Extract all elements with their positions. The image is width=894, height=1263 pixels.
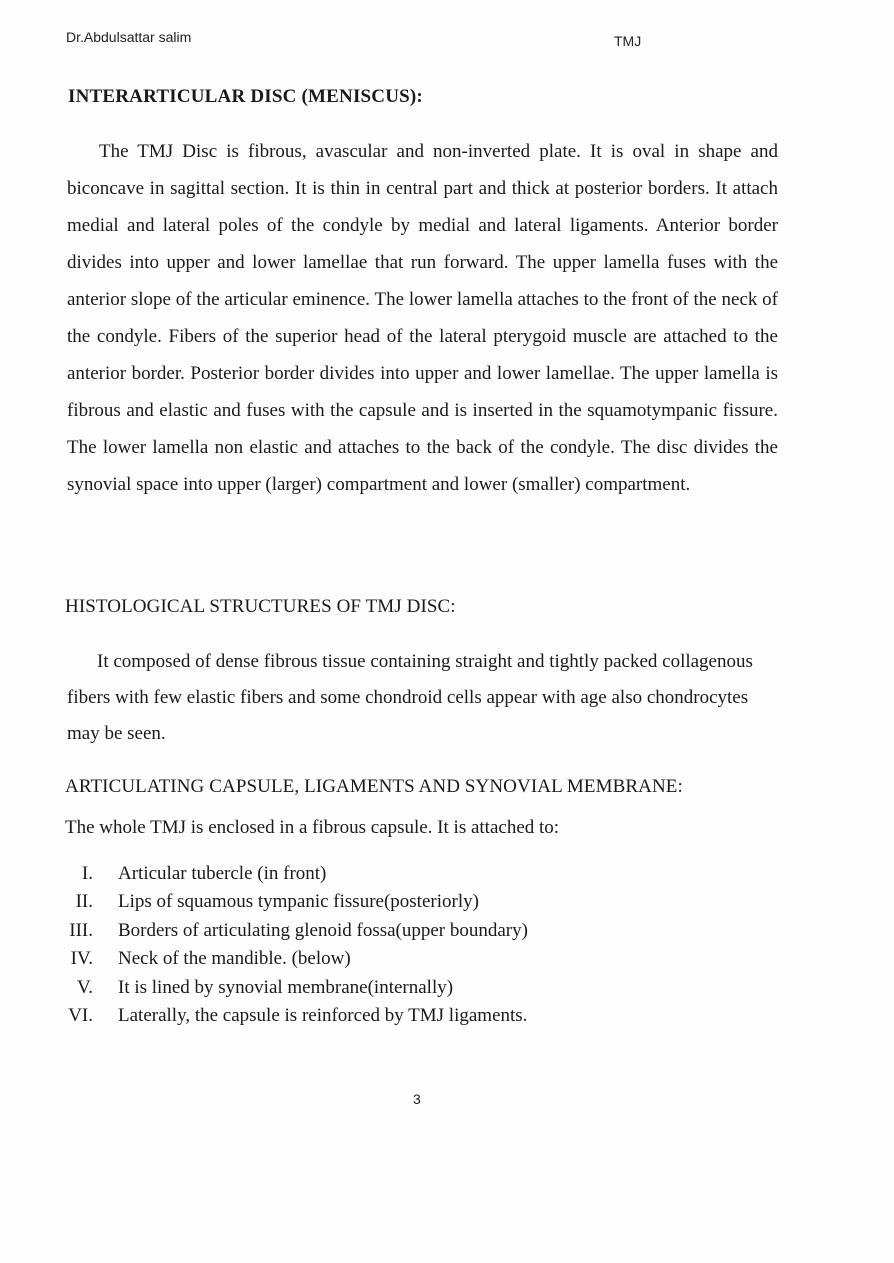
list-item-number: V. — [76, 976, 93, 998]
list-item — [60, 974, 528, 1002]
list-item-number: I. — [81, 863, 93, 884]
disc-section-title: INTERARTICULAR DISC (MENISCUS): — [68, 86, 423, 107]
header-author: Dr.Abdulsattar salim — [66, 29, 192, 45]
list-item — [60, 888, 528, 916]
capsule-section-intro: The whole TMJ is enclosed in a fibrous capsule. It is attached to: — [65, 817, 560, 838]
header-topic: TMJ — [614, 33, 642, 49]
list-item-number: II. — [75, 891, 93, 913]
histology-section-body: It composed of dense fibrous tissue containing straight and tightly packed collagenous fibers with few elastic fibers and some chondroid cells appear with age also chondrocytes may be seen. — [67, 651, 753, 744]
list-item-number: VI. — [68, 1004, 93, 1026]
list-item-text: Neck of the mandible. (below) — [118, 948, 351, 970]
list-item — [60, 1002, 528, 1030]
list-item — [60, 917, 528, 945]
capsule-attachment-list — [60, 860, 528, 1030]
histology-section-title: HISTOLOGICAL STRUCTURES OF TMJ DISC: — [65, 596, 456, 617]
list-item-number: III. — [69, 919, 93, 941]
capsule-section-title: ARTICULATING CAPSULE, LIGAMENTS AND SYNOVIAL MEMBRANE: — [65, 776, 683, 797]
page-number: 3 — [413, 1091, 421, 1107]
list-item-text: It is lined by synovial membrane(internally) — [118, 976, 454, 998]
list-item-number: IV. — [70, 948, 93, 970]
list-item — [60, 860, 528, 888]
list-item-text: Laterally, the capsule is reinforced by TMJ ligaments. — [118, 1004, 528, 1026]
disc-section-body: The TMJ Disc is fibrous, avascular and non-inverted plate. It is oval in shape and biconcave in sagittal section. It is thin in central part and thick at posterior borders. It attach medial and lateral poles of the condyle by medial and lateral ligaments. Anterior border divides into upper and lower lamellae that run forward. The upper lamella fuses with the anterior slope of the articular eminence. The lower lamella attaches to the front of the neck of the condyle. Fibers of the superior head of the lateral pterygoid muscle are attached to the anterior border. Posterior border divides into upper and lower lamellae. The upper lamella is fibrous and elastic and fuses with the capsule and is inserted in the squamotympanic fissure. The lower lamella non elastic and attaches to the back of the condyle. The disc divides the synovial space into upper (larger) compartment and lower (smaller) compartment. — [67, 141, 778, 495]
list-item-text: Borders of articulating glenoid fossa(upper boundary) — [118, 919, 528, 941]
list-item — [60, 945, 528, 973]
list-item-text: Lips of squamous tympanic fissure(posteriorly) — [118, 891, 479, 913]
list-item-text: Articular tubercle (in front) — [118, 863, 327, 884]
